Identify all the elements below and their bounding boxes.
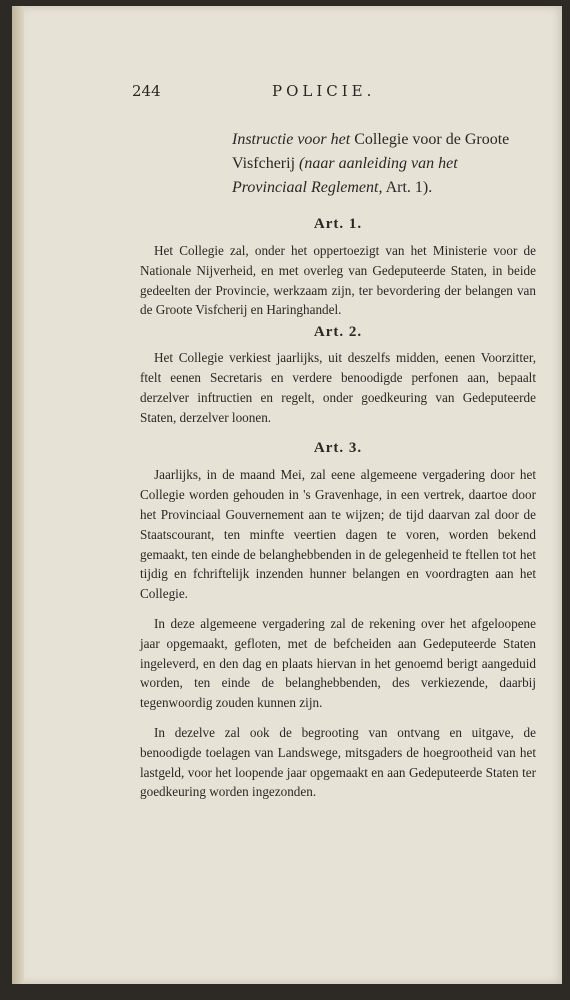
article-2-text: Het Collegie verkiest jaarlijks, uit deszelfs midden, eenen Voorzitter, ftelt eenen Secretaris en verdere benoodigde perfonen aan, bepaalt derzelver inftructien en regelt, onder goedkeuring van Gedeputeerde Staten, derzelver loonen. [140, 350, 536, 425]
section-title [232, 128, 532, 200]
title-rest: Collegie voor de Groote Visfcherij [232, 131, 510, 172]
running-head: POLICIE. [272, 82, 376, 100]
article-3-paragraph-3: In dezelve zal ook de begrooting van ontvang en uitgave, de benoodigde toelagen van Landswege, mitsgaders de hoegrootheid van het lastgeld, voor het loopende jaar opgemaakt en aan Gedeputeerde Staten ter goedkeuring worden ingezonden. [140, 724, 536, 800]
page-number: 244 [132, 82, 161, 100]
article-3-paragraph-2: In deze algemeene vergadering zal de rekening over het afgeloopene jaar opgemaakt, gefloten, met de befcheiden aan Gedeputeerde Staten ingeleverd, en den dag en plaats hiervan in het genoemd berigt aangeduid worden, ten einde de belanghebbenden, des verkiezende, daarbij tegenwoordig zouden kunnen zijn. [140, 615, 536, 711]
title-art-ref: Art. 1). [385, 179, 433, 196]
page-header [132, 82, 422, 104]
article-3-heading: Art. 3. [313, 440, 363, 457]
article-1-text: Het Collegie zal, onder het oppertoezigt van het Ministerie voor de Nationale Nijverheid, en met overleg van Gedeputeerde Staten, in beide gedeelten der Provincie, werkzaam zijn, ter bevordering der belangen van de Groote Visfcherij en Haringhandel. [140, 243, 536, 318]
title-paren: (naar aanleiding van het Provinciaal Reglement, [232, 155, 458, 196]
article-3-paragraph-1: Jaarlijks, in de maand Mei, zal eene algemeene vergadering door het Collegie worden gehouden in 's Gravenhage, in een vertrek, daartoe door het Provinciaal Gouvernement aan te wijzen; de tijd daarvan zal door de Staatscourant, ten minfte veertien dagen te voren, worden bekend gemaakt, ten einde de belanghebbenden in de gelegenheid te ftellen tot het tijdig en fchriftelijk inzenden hunner belangen en voordragten aan het Collegie. [140, 467, 536, 602]
page-gutter [12, 6, 24, 984]
title-lead: Instructie voor het [232, 131, 351, 148]
page-content [140, 128, 536, 802]
article-1-heading: Art. 1. [313, 216, 363, 232]
article-2-heading: Art. 2. [313, 324, 363, 341]
